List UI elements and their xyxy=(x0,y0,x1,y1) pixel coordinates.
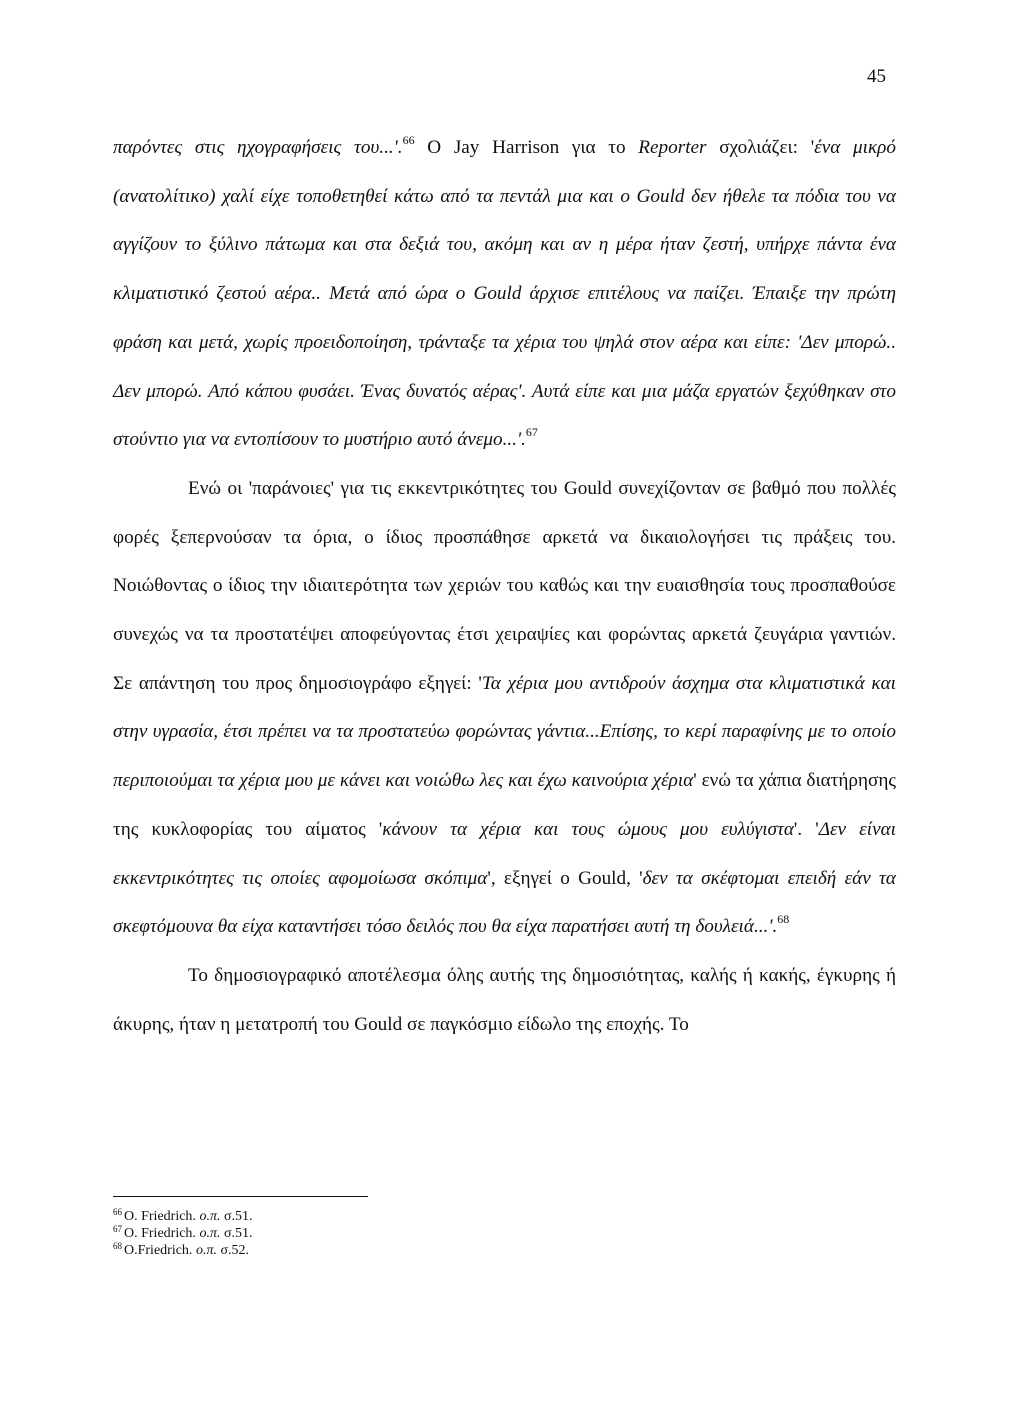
footnote-number: 67 xyxy=(113,1224,122,1234)
footnote xyxy=(113,1225,253,1242)
text-span: '. ' xyxy=(793,818,819,840)
italic-text-span: δεν τα σκέφτομαι επειδή εάν τα σκεφτόμουνα θα είχα καταντήσει τόσο δειλός που θα είχα παρατήσει αυτή τη δουλειά...'. xyxy=(113,867,896,938)
italic-text-span: ένα μικρό (ανατολίτικο) χαλί είχε τοποθετηθεί κάτω από τα πεντάλ μια και ο Gould δεν ήθελε τα πόδια του να αγγίζουν το ξύλινο πάτωμα και στα δεξιά του, ακόμη και αν η μέρα ήταν ζεστή, υπήρχε πάντα ένα κλιματιστικό ζεστού αέρα.. Μετά από ώρα ο Gould άρχισε επιτέλους να παίζει. Έπαιξε την πρώτη φράση και μετά, χωρίς προειδοποίηση, τράνταξε τα χέρια του ψηλά στον αέρα και είπε: 'Δεν μπορώ.. Δεν μπορώ. Από κάπου φυσάει. Ένας δυνατός αέρας'. Αυτά είπε και μια μάζα εργατών ξεχύθηκαν στο στούντιο για να εντοπίσουν το μυστήριο αυτό άνεμο...'. xyxy=(113,137,896,451)
paragraph xyxy=(113,124,896,465)
italic-text-span: Δεν είναι εκκεντρικότητες τις οποίες αφομοίωσα σκόπιμα xyxy=(113,818,896,889)
text-span: Ενώ οι 'παράνοιες' για τις εκκεντρικότητες του Gould συνεχίζονταν σε βαθμό που πολλές φορές ξεπερνούσαν τα όρια, ο ίδιος προσπάθησε αρκετά να δικαιολογήσει τις πράξεις του. Νοιώθοντας ο ίδιος την ιδιαιτερότητα των χεριών του καθώς και την ευαισθησία τους προσπαθούσε συνεχώς να τα προστατέψει αποφεύγοντας έτσι χειραψίες και φορώντας αρκετά ζευγάρια γαντιών. Σε απάντηση του προς δημοσιογράφο εξηγεί: ' xyxy=(113,477,896,694)
text-span: ' ενώ τα χάπια διατήρησης της κυκλοφορίας του αίματος ' xyxy=(113,770,896,840)
paragraph xyxy=(113,952,896,1049)
italic-text-span: ο.π. xyxy=(199,1226,221,1241)
footnote-number: 68 xyxy=(113,1241,122,1251)
footnote xyxy=(113,1208,253,1225)
text-span: σ.52. xyxy=(216,1243,249,1258)
italic-text-span: παρόντες στις ηχογραφήσεις του...'. xyxy=(113,137,403,158)
text-span: O.Friedrich. xyxy=(124,1243,196,1258)
italic-text-span: Reporter xyxy=(638,137,707,158)
text-span: O. Friedrich. xyxy=(124,1209,200,1224)
italic-text-span: ο.π. xyxy=(195,1243,217,1258)
italic-text-span: ο.π. xyxy=(199,1209,221,1224)
text-span: ', εξηγεί ο Gould, ' xyxy=(487,867,643,889)
text-span: O. Friedrich. xyxy=(124,1226,200,1241)
footnote-divider xyxy=(113,1196,368,1197)
footnote-reference: 68 xyxy=(777,912,790,927)
footnote xyxy=(113,1242,253,1259)
text-span: Το δημοσιογραφικό αποτέλεσμα όλης αυτής της δημοσιότητας, καλής ή κακής, έγκυρης ή άκυρης, ήταν η μετατροπή του Gould σε παγκόσμιο είδωλο της εποχής. Το xyxy=(113,964,896,1035)
body-text xyxy=(113,124,896,1049)
footnote-number: 66 xyxy=(113,1207,122,1217)
italic-text-span: Τα χέρια μου αντιδρούν άσχημα στα κλιματιστικά και στην υγρασία, έτσι πρέπει να τα προστατεύω φορώντας γάντια...Επίσης, το κερί παραφίνης με το οποίο περιποιούμαι τα χέρια μου με κάνει και νοιώθω λες και έχω καινούρια χέρια xyxy=(113,672,896,792)
text-span: σχολιάζει: ' xyxy=(706,137,815,158)
text-span: σ.51. xyxy=(220,1209,253,1224)
footnote-reference: 67 xyxy=(525,425,538,440)
page-number: 45 xyxy=(867,66,886,87)
paragraph xyxy=(113,465,896,952)
footnote-reference: 66 xyxy=(402,133,415,147)
italic-text-span: κάνουν τα χέρια και τους ώμους μου ευλύγιστα xyxy=(382,818,794,840)
text-span: σ.51. xyxy=(220,1226,253,1241)
footnotes xyxy=(113,1208,253,1259)
text-span: Ο Jay Harrison για το xyxy=(414,137,639,158)
